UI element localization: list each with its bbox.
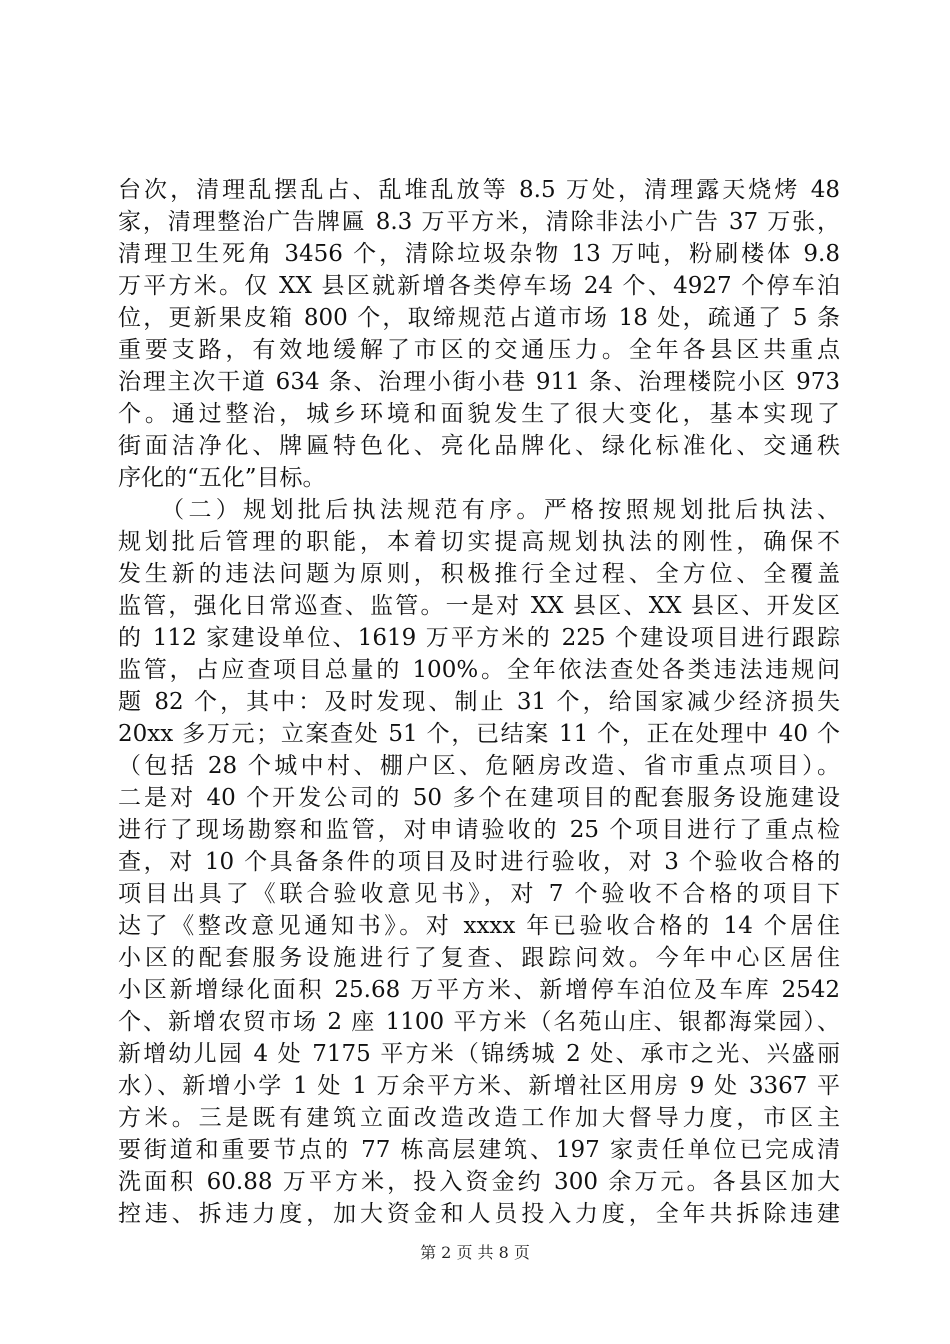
text-line: 查，对 10 个具备条件的项目及时进行验收，对 3 个验收合格的: [118, 849, 840, 875]
text-line: 个、新增农贸市场 2 座 1100 平方米（名苑山庄、银都海棠园）、: [118, 1009, 840, 1035]
text-line: 20xx 多万元；立案查处 51 个，已结案 11 个，正在处理中 40 个: [118, 721, 840, 747]
text-line: 清理卫生死角 3456 个，清除垃圾杂物 13 万吨，粉刷楼体 9.8: [118, 241, 840, 267]
text-line: （二）规划批后执法规范有序。严格按照规划批后执法、: [118, 497, 840, 523]
text-line: 水）、新增小学 1 处 1 万余平方米、新增社区用房 9 处 3367 平: [118, 1073, 840, 1099]
text-line: 发生新的违法问题为原则，积极推行全过程、全方位、全覆盖: [118, 561, 840, 587]
text-line: 二是对 40 个开发公司的 50 多个在建项目的配套服务设施建设: [118, 785, 840, 811]
text-line: 进行了现场勘察和监管，对申请验收的 25 个项目进行了重点检: [118, 817, 840, 843]
text-line: 的 112 家建设单位、1619 万平方米的 225 个建设项目进行跟踪: [118, 625, 840, 651]
text-line: 位，更新果皮箱 800 个，取缔规范占道市场 18 处，疏通了 5 条: [118, 305, 840, 331]
text-line: 要街道和重要节点的 77 栋高层建筑、197 家责任单位已完成清: [118, 1137, 840, 1163]
text-line: 治理主次干道 634 条、治理小街小巷 911 条、治理楼院小区 973: [118, 369, 840, 395]
text-line: （包括 28 个城中村、棚户区、危陋房改造、省市重点项目）。: [118, 753, 840, 779]
text-line: 小区的配套服务设施进行了复查、跟踪问效。今年中心区居住: [118, 945, 840, 971]
text-line: 新增幼儿园 4 处 7175 平方米（锦绣城 2 处、承市之光、兴盛丽: [118, 1041, 840, 1067]
text-line: 万平方米。仅 XX 县区就新增各类停车场 24 个、4927 个停车泊: [118, 273, 840, 299]
text-line: 达了《整改意见通知书》。对 xxxx 年已验收合格的 14 个居住: [118, 913, 840, 939]
text-line: 监管，强化日常巡查、监管。一是对 XX 县区、XX 县区、开发区: [118, 593, 840, 619]
text-line: 洗面积 60.88 万平方米，投入资金约 300 余万元。各县区加大: [118, 1169, 840, 1195]
text-line: 序化的“五化”目标。: [118, 465, 326, 491]
text-line: 家，清理整治广告牌匾 8.3 万平方米，清除非法小广告 37 万张，: [118, 209, 840, 235]
text-line: 台次，清理乱摆乱占、乱堆乱放等 8.5 万处，清理露天烧烤 48: [118, 177, 840, 203]
body-text: [118, 174, 840, 1230]
text-line: 方米。三是既有建筑立面改造改造工作加大督导力度，市区主: [118, 1105, 840, 1131]
text-line: 重要支路，有效地缓解了市区的交通压力。全年各县区共重点: [118, 337, 840, 363]
page-footer: 第 2 页 共 8 页: [420, 1243, 530, 1262]
text-line: 个。通过整治，城乡环境和面貌发生了很大变化，基本实现了: [118, 401, 840, 427]
text-line: 题 82 个，其中：及时发现、制止 31 个，给国家减少经济损失: [118, 689, 840, 715]
text-line: 项目出具了《联合验收意见书》，对 7 个验收不合格的项目下: [118, 881, 840, 907]
text-line: 规划批后管理的职能，本着切实提高规划执法的刚性，确保不: [118, 529, 840, 555]
text-line: 小区新增绿化面积 25.68 万平方米、新增停车泊位及车库 2542: [118, 977, 840, 1003]
text-line: 街面洁净化、牌匾特色化、亮化品牌化、绿化标准化、交通秩: [118, 433, 840, 459]
text-line: 控违、拆违力度，加大资金和人员投入力度，全年共拆除违建: [118, 1201, 840, 1227]
text-line: 监管，占应查项目总量的 100%。全年依法查处各类违法违规问: [118, 657, 840, 683]
